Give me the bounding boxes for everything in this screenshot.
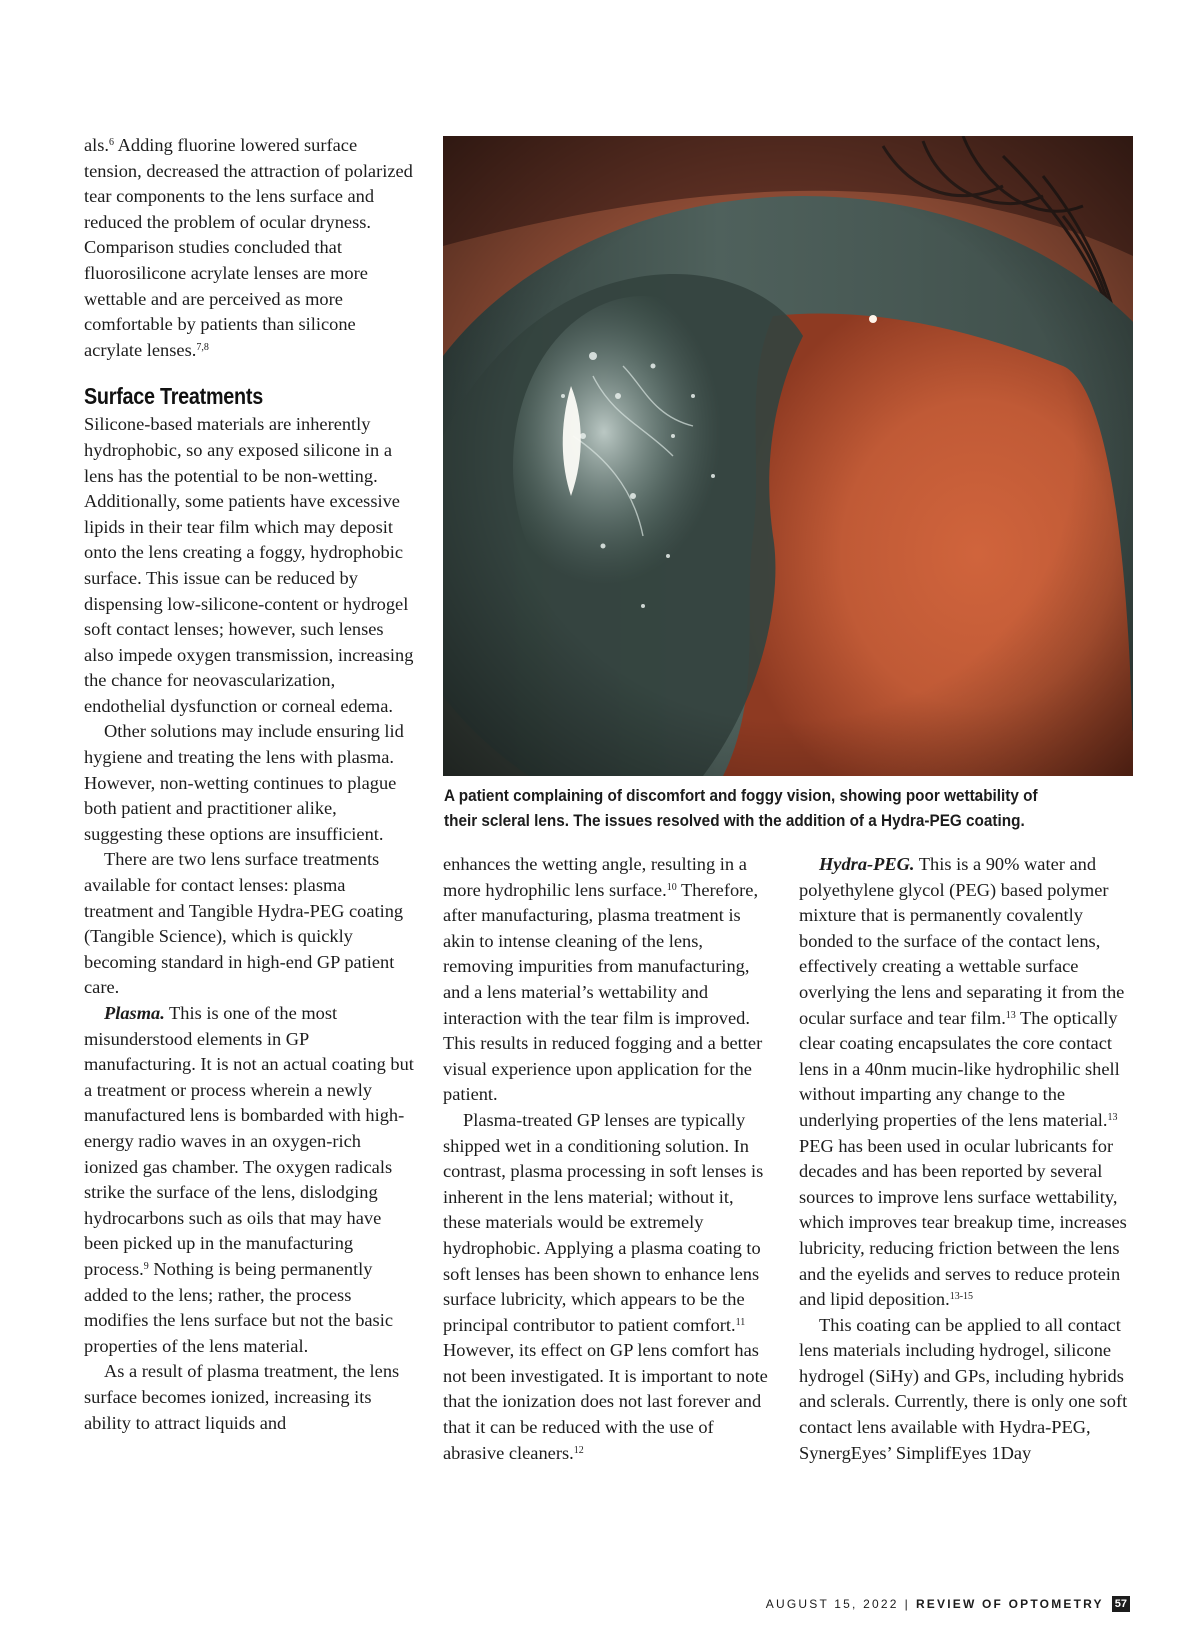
section-heading: Surface Treatments (84, 383, 263, 410)
footer-separator: | (904, 1597, 910, 1611)
issue-date: AUGUST 15, 2022 (765, 1597, 899, 1611)
paragraph: enhances the wetting angle, resulting in a more hydrophilic lens surface.$^{10}$ Therefore, after manufacturing, plasma treatment is akin to intense cleaning of the lens, removing impurities from manufacturing, and a lens material’s wettability and interaction with the tear film is improved. This results in reduced fogging and a better visual experience upon application for the patient. (443, 854, 763, 1105)
paragraph: There are two lens surface treatments available for contact lenses: plasma treatment and Tangible Hydra-PEG coating (Tangible Science), which is quickly becoming standard in high-end GP patient care. (84, 849, 404, 998)
paragraph: Plasma. This is one of the most misunderstood elements in GP manufacturing. It is not an actual coating but a treatment or process wherein a newly manufactured lens is bombarded with high-energy radio waves in an oxygen-rich ionized gas chamber. The oxygen radicals strike the surface of the lens, dislodging hydrocarbons such as oils that may have been picked up in the manufacturing process.$^9$ Nothing is being permanently added to the lens; rather, the process modifies the lens surface but not the basic properties of the lens material. (84, 1003, 414, 1356)
paragraph: Hydra-PEG. This is a 90% water and polyethylene glycol (PEG) based polymer mixture that is permanently covalently bonded to the surface of the contact lens, effectively creating a wettable surface overlying the lens and separating it from the ocular surface and tear film.$^{13}$ The optically clear coating encapsulates the core contact lens in a 40nm mucin-like hydrophilic shell without imparting any change to the underlying properties of the lens material.$^{13}$ PEG has been used in ocular lubricants for decades and has been reported by several sources to improve lens surface wettability, which improves tear breakup time, increases lubricity, reducing friction between the lens and the eyelids and serves to reduce protein and lipid deposition.$^{13-15}$ (799, 854, 1127, 1310)
paragraph: Silicone-based materials are inherently hydrophobic, so any exposed silicone in a lens has the potential to be non-wetting. Additionally, some patients have excessive lipids in their tear film which may deposit onto the lens creating a foggy, hydrophobic surface. This issue can be reduced by dispensing low-silicone-content or hydrogel soft contact lenses; however, such lenses also impede oxygen transmission, increasing the chance for neovascularization, endothelial dysfunction or corneal edema. (84, 414, 414, 716)
page-number: 57 (1112, 1596, 1130, 1612)
column-3 (799, 852, 1131, 1466)
scleral-lens-image (443, 136, 1133, 776)
paragraph: This coating can be applied to all contact lens materials including hydrogel, silicone hydrogel (SiHy) and GPs, including hybrids and sclerals. Currently, there is only one soft contact lens available with Hydra-PEG, SynergEyes’ SimplifEyes 1Day (799, 1314, 1128, 1463)
column-2 (443, 852, 775, 1466)
paragraph: als.$^6$ Adding fluorine lowered surface tension, decreased the attraction of polarized tear components to the lens surface and reduced the problem of ocular dryness. Comparison studies concluded that fluorosilicone acrylate lenses are more wettable and are perceived as more comfortable by patients than silicone acrylate lenses.$^{7,8}$ (84, 135, 413, 360)
eye-photo (443, 136, 1133, 776)
column-1 (84, 133, 414, 1436)
figure-caption: A patient complaining of discomfort and foggy vision, showing poor wettability of their scleral lens. The issues resolved with the addition of a Hydra-PEG coating. (444, 786, 1038, 830)
paragraph: As a result of plasma treatment, the lens surface becomes ionized, increasing its ability to attract liquids and (84, 1361, 400, 1433)
page-footer (766, 1596, 1130, 1612)
publication-name: REVIEW OF OPTOMETRY (915, 1597, 1104, 1611)
paragraph: Plasma-treated GP lenses are typically shipped wet in a conditioning solution. In contrast, plasma processing in soft lenses is inherent in the lens material; without it, these materials would be extremely hydrophobic. Applying a plasma coating to soft lenses has been shown to enhance lens surface lubricity, which appears to be the principal contributor to patient comfort.$^{11}$ However, its effect on GP lens comfort has not been investigated. It is important to note that the ionization does not last forever and that it can be reduced with the use of abrasive cleaners.$^{12}$ (443, 1109, 768, 1463)
paragraph: Other solutions may include ensuring lid hygiene and treating the lens with plasma. However, non-wetting continues to plague both patient and practitioner alike, suggesting these options are insufficient. (84, 721, 404, 844)
